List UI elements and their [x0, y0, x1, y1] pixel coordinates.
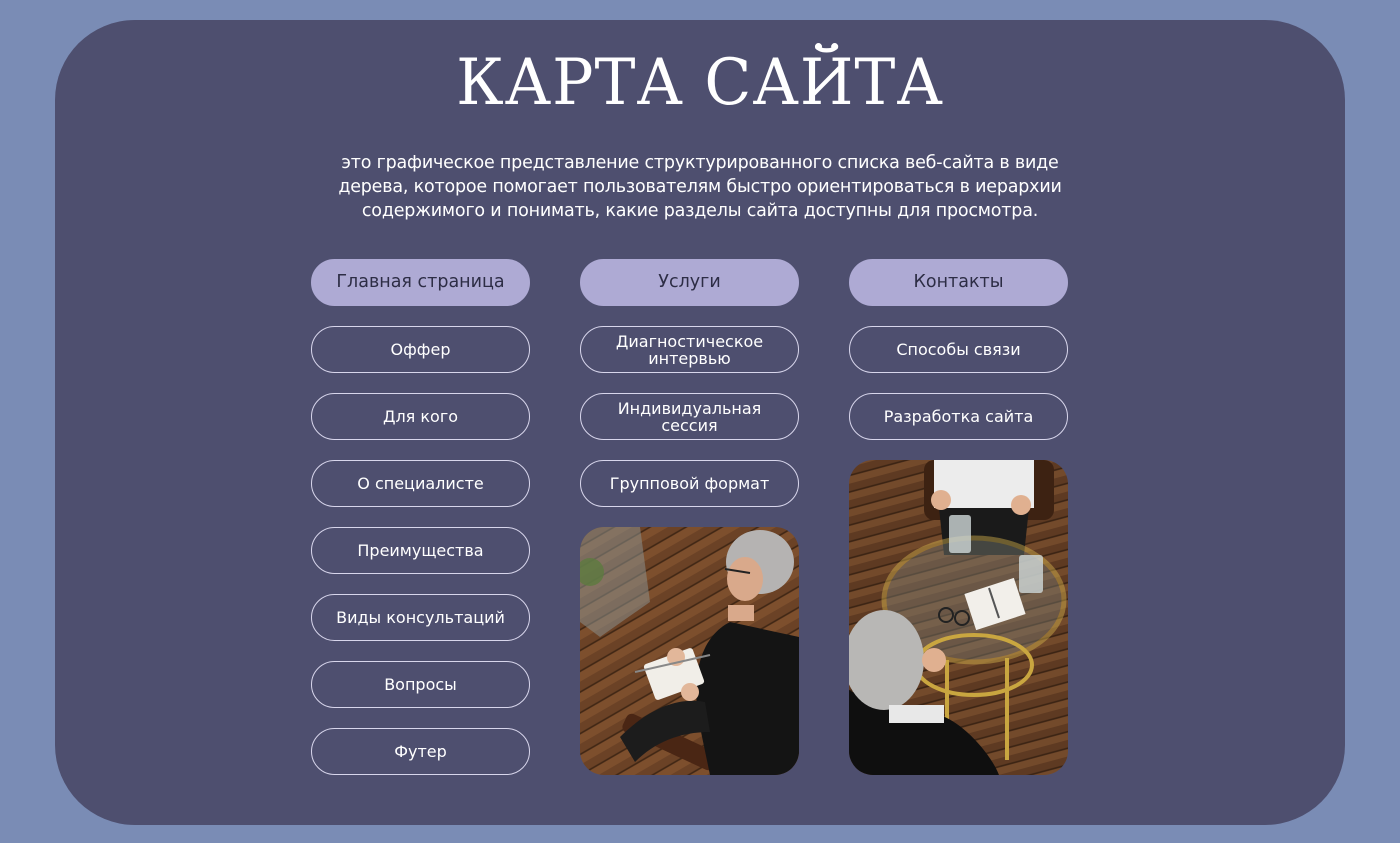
nav-item-offer[interactable]: Оффер	[311, 326, 530, 373]
nav-item-contact-methods[interactable]: Способы связи	[849, 326, 1068, 373]
session-table-photo	[849, 460, 1068, 775]
nav-item-footer[interactable]: Футер	[311, 728, 530, 775]
page-title: КАРТА САЙТА	[456, 46, 944, 120]
nav-heading-services[interactable]: Услуги	[580, 259, 799, 306]
nav-item-for-whom[interactable]: Для кого	[311, 393, 530, 440]
page-description: это графическое представление структурированного списка веб-сайта в виде дерева, которое помогает пользователям быстро ориентироваться в иерархии содержимого и понимать, какие разделы сайта доступны для просмотра.	[338, 153, 1062, 221]
nav-item-individual-session[interactable]: Индивидуальная сессия	[580, 393, 799, 440]
nav-heading-home[interactable]: Главная страница	[311, 259, 530, 306]
nav-item-consultation-types[interactable]: Виды консультаций	[311, 594, 530, 641]
column-home	[311, 259, 530, 795]
nav-item-about-specialist[interactable]: О специалисте	[311, 460, 530, 507]
column-contacts	[849, 259, 1068, 775]
therapist-photo	[580, 527, 799, 775]
nav-heading-contacts[interactable]: Контакты	[849, 259, 1068, 306]
nav-item-site-development[interactable]: Разработка сайта	[849, 393, 1068, 440]
nav-item-group-format[interactable]: Групповой формат	[580, 460, 799, 507]
nav-item-questions[interactable]: Вопросы	[311, 661, 530, 708]
column-services	[580, 259, 799, 775]
nav-item-diagnostic-interview[interactable]: Диагностическое интервью	[580, 326, 799, 373]
nav-item-advantages[interactable]: Преимущества	[311, 527, 530, 574]
